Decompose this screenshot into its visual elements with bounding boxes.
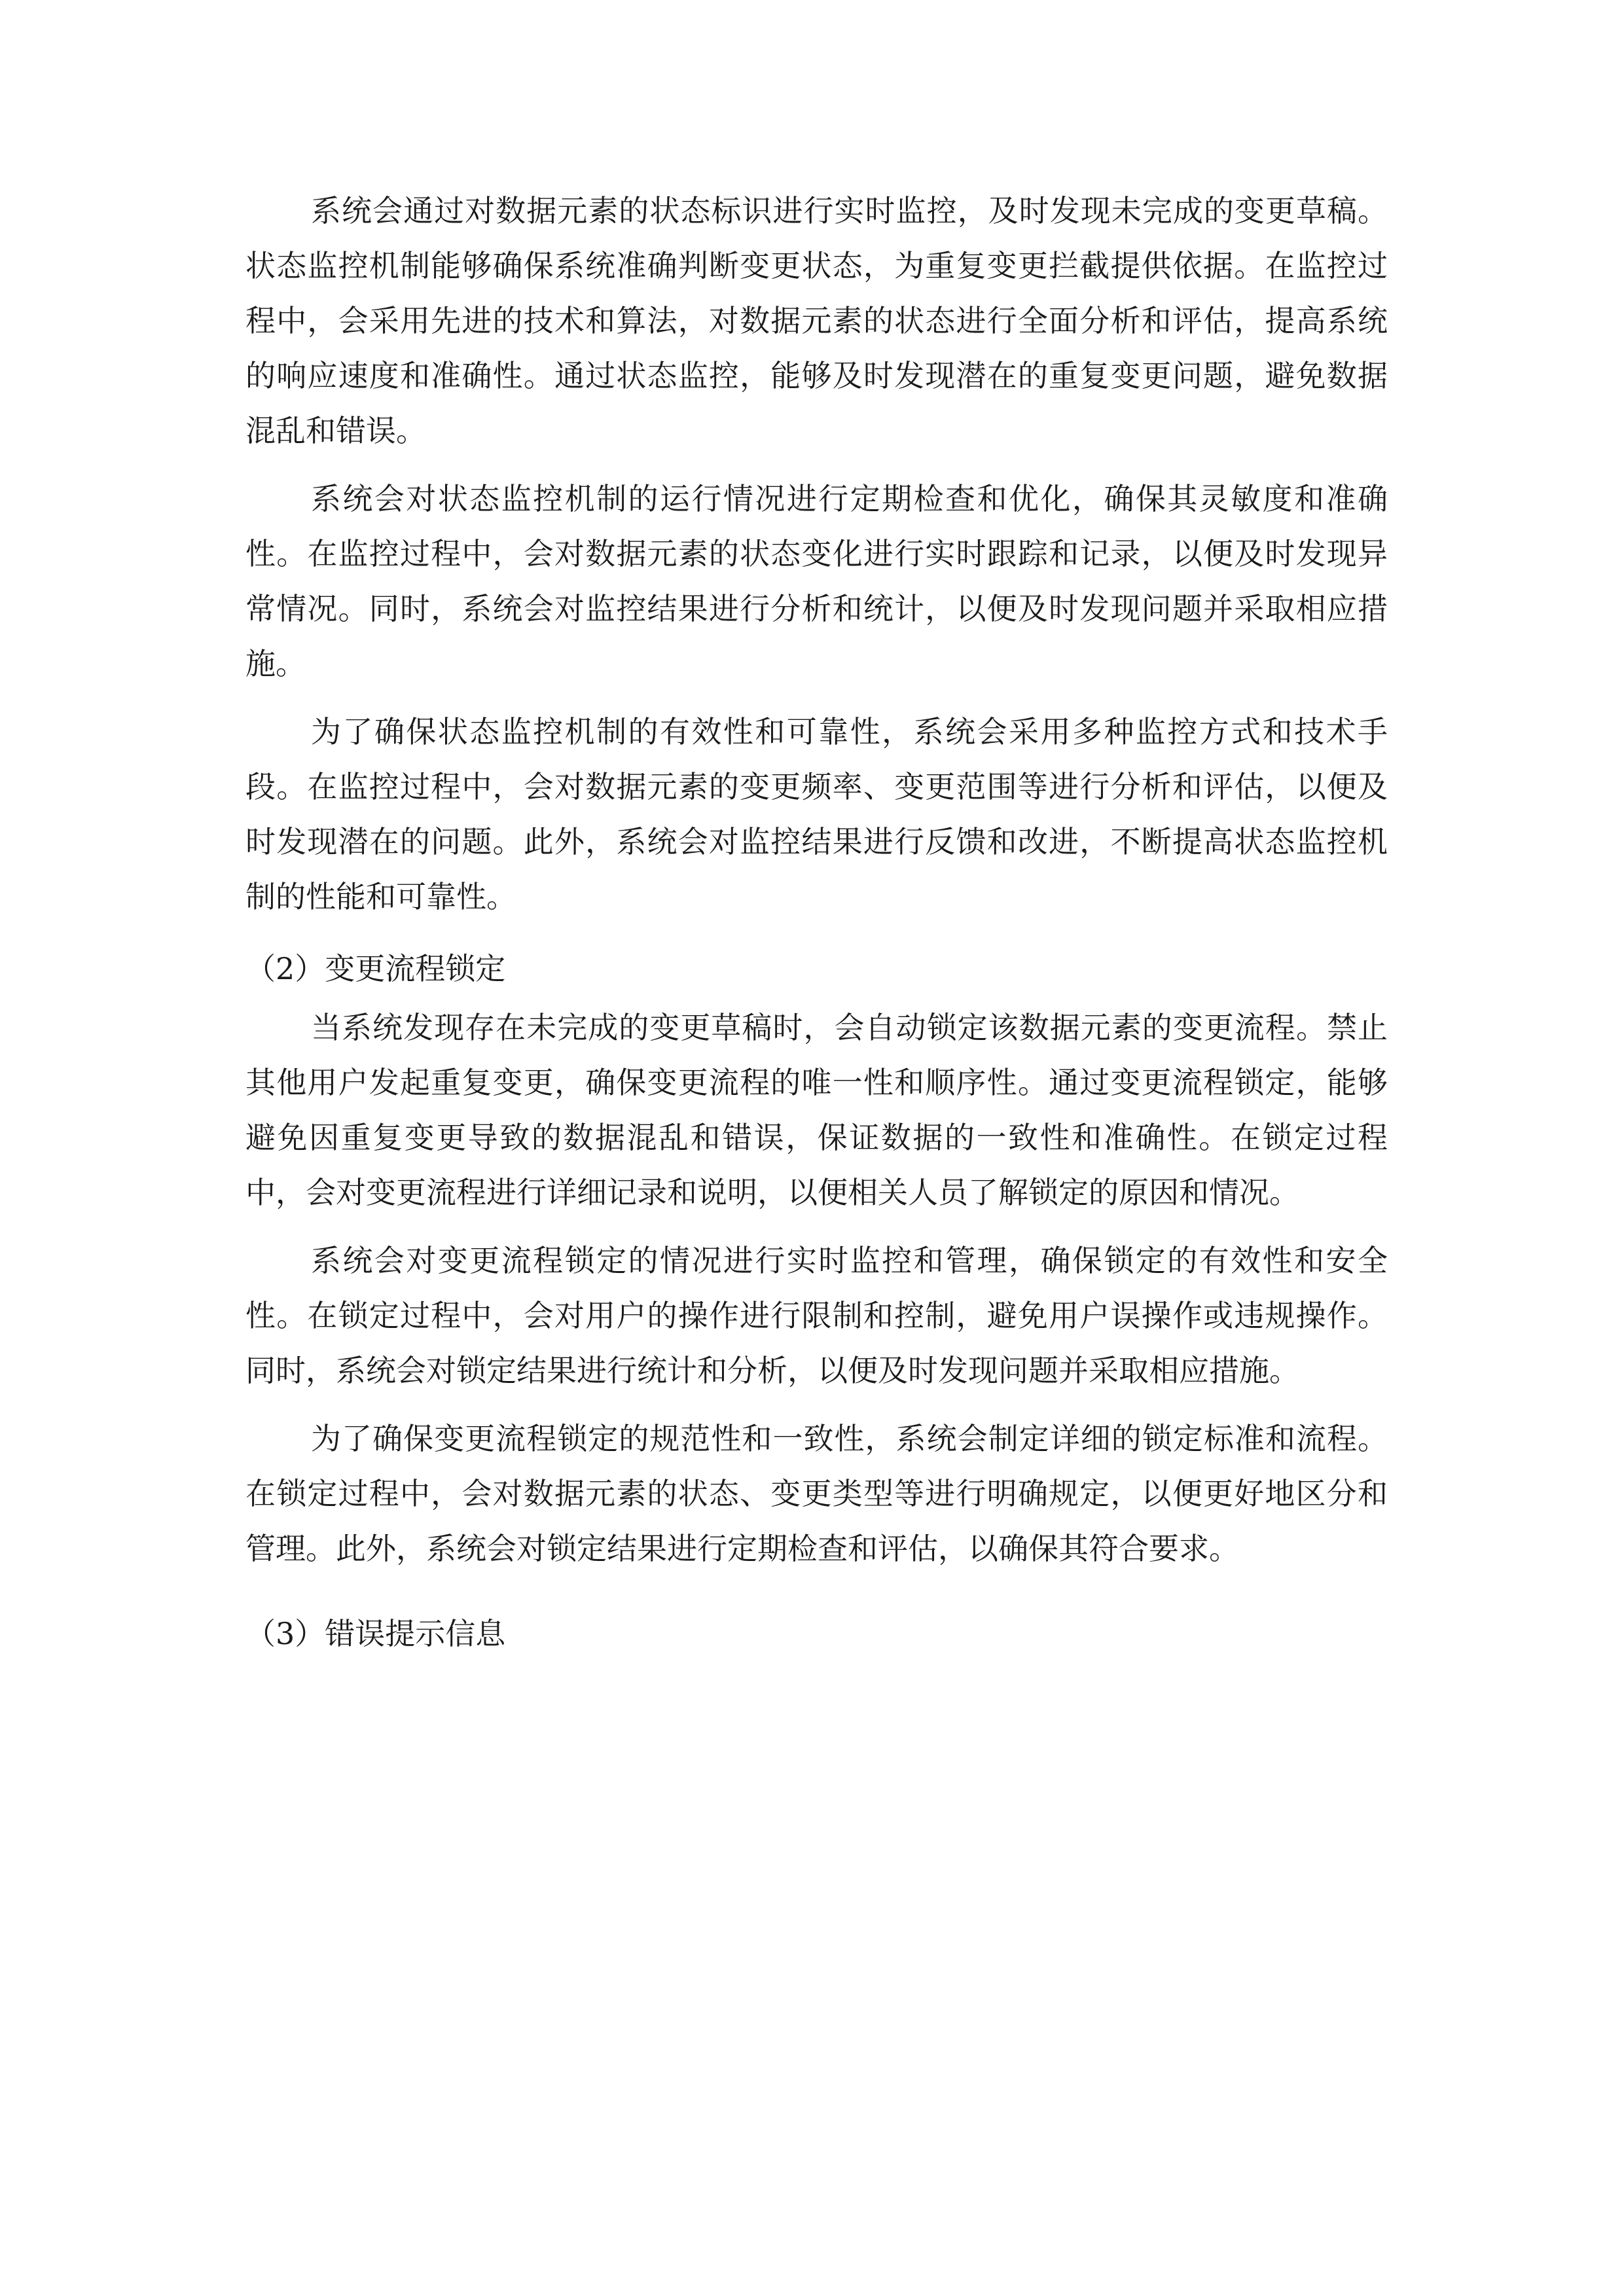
body-paragraph: 为了确保变更流程锁定的规范性和一致性，系统会制定详细的锁定标准和流程。在锁定过程中，会对数据元素的状态、变更类型等进行明确规定，以便更好地区分和管理。此外，系统会对锁定结果进行定期检查和评估，以确保其符合要求。 xyxy=(245,1421,1388,1566)
body-paragraph: 系统会通过对数据元素的状态标识进行实时监控，及时发现未完成的变更草稿。状态监控机制能够确保系统准确判断变更状态，为重复变更拦截提供依据。在监控过程中，会采用先进的技术和算法，对数据元素的状态进行全面分析和评估，提高系统的响应速度和准确性。通过状态监控，能够及时发现潜在的重复变更问题，避免数据混乱和错误。 xyxy=(245,193,1388,448)
body-paragraph: 系统会对状态监控机制的运行情况进行定期检查和优化，确保其灵敏度和准确性。在监控过程中，会对数据元素的状态变化进行实时跟踪和记录，以便及时发现异常情况。同时，系统会对监控结果进行分析和统计，以便及时发现问题并采取相应措施。 xyxy=(245,481,1388,681)
section-heading-error-prompt: （3）错误提示信息 xyxy=(245,1616,506,1651)
body-paragraph: 为了确保状态监控机制的有效性和可靠性，系统会采用多种监控方式和技术手段。在监控过程中，会对数据元素的变更频率、变更范围等进行分析和评估，以便及时发现潜在的问题。此外，系统会对监控结果进行反馈和改进，不断提高状态监控机制的性能和可靠性。 xyxy=(245,714,1388,914)
section-heading-change-flow-lock: （2）变更流程锁定 xyxy=(245,951,506,986)
section-spacer xyxy=(245,1589,1388,1602)
body-paragraph: 系统会对变更流程锁定的情况进行实时监控和管理，确保锁定的有效性和安全性。在锁定过程中，会对用户的操作进行限制和控制，避免用户误操作或违规操作。同时，系统会对锁定结果进行统计和分析，以便及时发现问题并采取相应措施。 xyxy=(245,1243,1388,1388)
body-paragraph: 当系统发现存在未完成的变更草稿时，会自动锁定该数据元素的变更流程。禁止其他用户发起重复变更，确保变更流程的唯一性和顺序性。通过变更流程锁定，能够避免因重复变更导致的数据混乱和错误，保证数据的一致性和准确性。在锁定过程中，会对变更流程进行详细记录和说明，以便相关人员了解锁定的原因和情况。 xyxy=(245,1010,1388,1210)
document-body xyxy=(245,183,1388,1665)
